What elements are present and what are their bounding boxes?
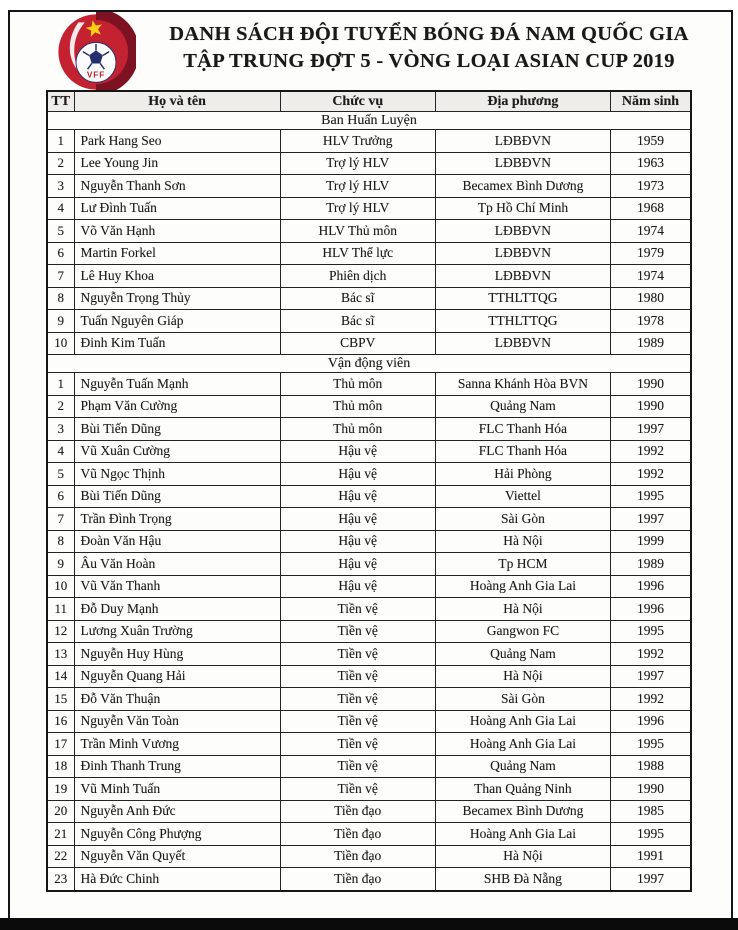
cell-year: 1996	[610, 598, 691, 621]
cell-team: Hoàng Anh Gia Lai	[435, 823, 610, 846]
cell-role: Tiền đạo	[280, 800, 435, 823]
cell-team: Tp HCM	[435, 553, 610, 576]
cell-name: Lee Young Jin	[74, 152, 280, 175]
column-header-1: Họ và tên	[74, 91, 280, 112]
table-row	[47, 620, 691, 643]
cell-role: Tiền vệ	[280, 688, 435, 711]
cell-team: Tp Hồ Chí Minh	[435, 197, 610, 220]
cell-year: 1978	[610, 310, 691, 333]
cell-year: 1997	[610, 665, 691, 688]
cell-role: Tiền vệ	[280, 710, 435, 733]
cell-year: 1974	[610, 265, 691, 288]
column-header-3: Địa phương	[435, 91, 610, 112]
cell-name: Phạm Văn Cường	[74, 395, 280, 418]
cell-name: Vũ Minh Tuấn	[74, 778, 280, 801]
cell-tt: 4	[47, 197, 74, 220]
column-header-0: TT	[47, 91, 74, 112]
table-row	[47, 733, 691, 756]
cell-role: CBPV	[280, 332, 435, 355]
cell-name: Trần Minh Vương	[74, 733, 280, 756]
cell-team: LĐBĐVN	[435, 152, 610, 175]
cell-name: Tuấn Nguyên Giáp	[74, 310, 280, 333]
cell-name: Đinh Thanh Trung	[74, 755, 280, 778]
table-row	[47, 665, 691, 688]
table-row	[47, 310, 691, 333]
cell-name: Lư Đình Tuấn	[74, 197, 280, 220]
cell-name: Đinh Kim Tuấn	[74, 332, 280, 355]
cell-tt: 17	[47, 733, 74, 756]
cell-team: Than Quảng Ninh	[435, 778, 610, 801]
cell-team: Sài Gòn	[435, 508, 610, 531]
cell-name: Vũ Xuân Cường	[74, 440, 280, 463]
table-row	[47, 265, 691, 288]
table-row	[47, 710, 691, 733]
cell-name: Võ Văn Hạnh	[74, 220, 280, 243]
cell-role: Tiền đạo	[280, 868, 435, 891]
cell-name: Nguyễn Văn Quyết	[74, 845, 280, 868]
cell-team: FLC Thanh Hóa	[435, 418, 610, 441]
table-row	[47, 778, 691, 801]
table-row	[47, 845, 691, 868]
cell-year: 1995	[610, 485, 691, 508]
cell-team: Hoàng Anh Gia Lai	[435, 733, 610, 756]
cell-name: Martin Forkel	[74, 242, 280, 265]
cell-role: Tiền vệ	[280, 778, 435, 801]
cell-tt: 15	[47, 688, 74, 711]
cell-tt: 22	[47, 845, 74, 868]
cell-year: 1991	[610, 845, 691, 868]
cell-year: 1990	[610, 395, 691, 418]
cell-tt: 20	[47, 800, 74, 823]
cell-name: Park Hang Seo	[74, 130, 280, 153]
cell-tt: 3	[47, 175, 74, 198]
cell-team: Hoàng Anh Gia Lai	[435, 710, 610, 733]
cell-tt: 9	[47, 553, 74, 576]
section-title: Ban Huấn Luyện	[47, 112, 691, 130]
cell-name: Nguyễn Trọng Thủy	[74, 287, 280, 310]
cell-year: 1999	[610, 530, 691, 553]
cell-year: 1968	[610, 197, 691, 220]
cell-tt: 21	[47, 823, 74, 846]
cell-team: Quảng Nam	[435, 395, 610, 418]
cell-tt: 5	[47, 463, 74, 486]
table-row	[47, 755, 691, 778]
table-row	[47, 463, 691, 486]
table-body	[47, 112, 691, 891]
column-header-4: Năm sinh	[610, 91, 691, 112]
cell-role: Tiền vệ	[280, 733, 435, 756]
table-row	[47, 485, 691, 508]
cell-name: Âu Văn Hoàn	[74, 553, 280, 576]
table-row	[47, 242, 691, 265]
cell-tt: 10	[47, 575, 74, 598]
cell-year: 1990	[610, 373, 691, 396]
cell-role: Tiền đạo	[280, 823, 435, 846]
cell-team: LĐBĐVN	[435, 220, 610, 243]
cell-team: Sài Gòn	[435, 688, 610, 711]
cell-year: 1979	[610, 242, 691, 265]
cell-role: Hậu vệ	[280, 575, 435, 598]
cell-tt: 19	[47, 778, 74, 801]
cell-role: Hậu vệ	[280, 440, 435, 463]
cell-name: Đoàn Văn Hậu	[74, 530, 280, 553]
cell-year: 1985	[610, 800, 691, 823]
table-row	[47, 598, 691, 621]
cell-team: Hà Nội	[435, 598, 610, 621]
cell-team: LĐBĐVN	[435, 130, 610, 153]
cell-name: Nguyễn Thanh Sơn	[74, 175, 280, 198]
cell-year: 1996	[610, 575, 691, 598]
cell-tt: 11	[47, 598, 74, 621]
cell-tt: 9	[47, 310, 74, 333]
cell-tt: 10	[47, 332, 74, 355]
cell-year: 1963	[610, 152, 691, 175]
cell-team: FLC Thanh Hóa	[435, 440, 610, 463]
cell-team: Becamex Bình Dương	[435, 175, 610, 198]
cell-role: Tiền vệ	[280, 620, 435, 643]
cell-team: SHB Đà Nẵng	[435, 868, 610, 891]
cell-year: 1996	[610, 710, 691, 733]
table-header-row	[47, 91, 691, 112]
cell-role: Hậu vệ	[280, 485, 435, 508]
cell-role: Phiên dịch	[280, 265, 435, 288]
section-title: Vận động viên	[47, 355, 691, 373]
cell-year: 1997	[610, 508, 691, 531]
logo-vff-text: VFF	[86, 69, 106, 80]
cell-tt: 5	[47, 220, 74, 243]
cell-role: Thủ môn	[280, 418, 435, 441]
cell-role: Hậu vệ	[280, 508, 435, 531]
cell-year: 1997	[610, 418, 691, 441]
cell-name: Nguyễn Anh Đức	[74, 800, 280, 823]
cell-role: Tiền vệ	[280, 665, 435, 688]
bottom-scan-band	[0, 918, 738, 930]
cell-tt: 6	[47, 242, 74, 265]
cell-role: Thủ môn	[280, 395, 435, 418]
cell-team: Hải Phòng	[435, 463, 610, 486]
cell-role: Trợ lý HLV	[280, 197, 435, 220]
cell-name: Nguyễn Huy Hùng	[74, 643, 280, 666]
cell-year: 1995	[610, 823, 691, 846]
cell-name: Hà Đức Chinh	[74, 868, 280, 891]
cell-role: HLV Thủ môn	[280, 220, 435, 243]
cell-team: Viettel	[435, 485, 610, 508]
cell-name: Vũ Văn Thanh	[74, 575, 280, 598]
cell-role: Trợ lý HLV	[280, 175, 435, 198]
cell-team: TTHLTTQG	[435, 287, 610, 310]
cell-team: Quảng Nam	[435, 643, 610, 666]
cell-name: Nguyễn Quang Hải	[74, 665, 280, 688]
cell-role: Tiền vệ	[280, 598, 435, 621]
cell-year: 1995	[610, 733, 691, 756]
cell-tt: 14	[47, 665, 74, 688]
cell-team: Hoàng Anh Gia Lai	[435, 575, 610, 598]
cell-year: 1992	[610, 440, 691, 463]
table-row	[47, 823, 691, 846]
table-row	[47, 332, 691, 355]
cell-role: Bác sĩ	[280, 310, 435, 333]
cell-name: Trần Đình Trọng	[74, 508, 280, 531]
cell-role: Tiền vệ	[280, 643, 435, 666]
cell-role: HLV Thể lực	[280, 242, 435, 265]
cell-role: Tiền vệ	[280, 755, 435, 778]
cell-year: 1992	[610, 463, 691, 486]
cell-year: 1990	[610, 778, 691, 801]
table-row	[47, 152, 691, 175]
table-row	[47, 643, 691, 666]
cell-tt: 18	[47, 755, 74, 778]
cell-tt: 2	[47, 395, 74, 418]
section-row	[47, 112, 691, 130]
cell-team: LĐBĐVN	[435, 242, 610, 265]
cell-year: 1997	[610, 868, 691, 891]
cell-role: HLV Trưởng	[280, 130, 435, 153]
cell-year: 1995	[610, 620, 691, 643]
cell-name: Lê Huy Khoa	[74, 265, 280, 288]
cell-tt: 3	[47, 418, 74, 441]
table-row	[47, 220, 691, 243]
cell-tt: 8	[47, 287, 74, 310]
table-row	[47, 508, 691, 531]
table-row	[47, 197, 691, 220]
cell-team: LĐBĐVN	[435, 265, 610, 288]
cell-role: Hậu vệ	[280, 530, 435, 553]
title-line-2: TẬP TRUNG ĐỢT 5 - VÒNG LOẠI ASIAN CUP 2019	[183, 50, 675, 72]
title-line-1: DANH SÁCH ĐỘI TUYỂN BÓNG ĐÁ NAM QUỐC GIA	[169, 23, 689, 45]
cell-year: 1980	[610, 287, 691, 310]
cell-tt: 8	[47, 530, 74, 553]
cell-team: Gangwon FC	[435, 620, 610, 643]
table-row	[47, 868, 691, 891]
document-title	[146, 21, 712, 75]
cell-tt: 4	[47, 440, 74, 463]
cell-tt: 2	[47, 152, 74, 175]
cell-role: Bác sĩ	[280, 287, 435, 310]
section-row	[47, 355, 691, 373]
table-row	[47, 287, 691, 310]
cell-name: Nguyễn Văn Toàn	[74, 710, 280, 733]
cell-tt: 12	[47, 620, 74, 643]
cell-name: Đỗ Duy Mạnh	[74, 598, 280, 621]
cell-year: 1988	[610, 755, 691, 778]
cell-tt: 1	[47, 130, 74, 153]
cell-role: Trợ lý HLV	[280, 152, 435, 175]
table-row	[47, 418, 691, 441]
cell-tt: 13	[47, 643, 74, 666]
cell-year: 1992	[610, 688, 691, 711]
cell-role: Thủ môn	[280, 373, 435, 396]
cell-tt: 7	[47, 265, 74, 288]
table-row	[47, 530, 691, 553]
cell-year: 1989	[610, 553, 691, 576]
cell-team: Quảng Nam	[435, 755, 610, 778]
cell-tt: 6	[47, 485, 74, 508]
cell-year: 1959	[610, 130, 691, 153]
cell-year: 1973	[610, 175, 691, 198]
cell-tt: 1	[47, 373, 74, 396]
cell-year: 1989	[610, 332, 691, 355]
cell-team: TTHLTTQG	[435, 310, 610, 333]
table-row	[47, 800, 691, 823]
cell-role: Hậu vệ	[280, 553, 435, 576]
cell-team: Hà Nội	[435, 530, 610, 553]
table-row	[47, 553, 691, 576]
cell-team: Sanna Khánh Hòa BVN	[435, 373, 610, 396]
cell-role: Hậu vệ	[280, 463, 435, 486]
cell-team: LĐBĐVN	[435, 332, 610, 355]
table-row	[47, 688, 691, 711]
cell-name: Bùi Tiến Dũng	[74, 418, 280, 441]
cell-team: Hà Nội	[435, 845, 610, 868]
cell-role: Tiền đạo	[280, 845, 435, 868]
cell-team: Becamex Bình Dương	[435, 800, 610, 823]
cell-name: Lương Xuân Trường	[74, 620, 280, 643]
cell-name: Đỗ Văn Thuận	[74, 688, 280, 711]
table-row	[47, 130, 691, 153]
cell-name: Bùi Tiến Dũng	[74, 485, 280, 508]
table-row	[47, 395, 691, 418]
cell-tt: 23	[47, 868, 74, 891]
cell-tt: 16	[47, 710, 74, 733]
cell-tt: 7	[47, 508, 74, 531]
table-row	[47, 175, 691, 198]
cell-team: Hà Nội	[435, 665, 610, 688]
column-header-2: Chức vụ	[280, 91, 435, 112]
table-row	[47, 373, 691, 396]
cell-year: 1974	[610, 220, 691, 243]
vff-logo-icon	[56, 12, 136, 92]
cell-name: Vũ Ngọc Thịnh	[74, 463, 280, 486]
cell-name: Nguyễn Công Phượng	[74, 823, 280, 846]
table-row	[47, 575, 691, 598]
roster-table	[46, 90, 692, 892]
cell-name: Nguyễn Tuấn Mạnh	[74, 373, 280, 396]
table-row	[47, 440, 691, 463]
cell-year: 1992	[610, 643, 691, 666]
